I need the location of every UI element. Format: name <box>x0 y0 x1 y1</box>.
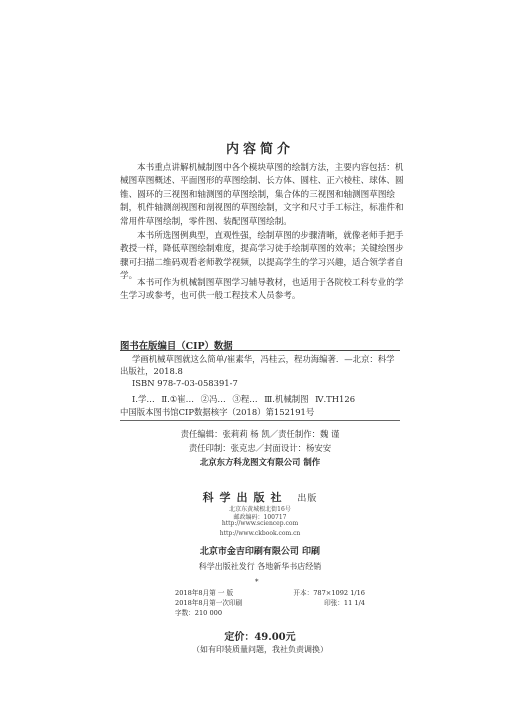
edition-cell: 2018年8月第一次印刷 <box>175 599 243 607</box>
cip-line: 学画机械草图就这么简单/崔素华，冯桂云，程功海编著．—北京：科学 <box>132 354 395 364</box>
publisher-address: 北京东黄城根北街16号 <box>229 506 291 513</box>
publisher-url: http://www.sciencep.com <box>221 520 299 527</box>
intro-title: 内容简介 <box>225 142 294 157</box>
publisher-website: http://www.ckbook.com.cn <box>219 530 301 537</box>
intro-paragraph: 本书重点讲解机械制图中各个模块草图的绘制方法，主要内容包括：机械图草图概述、平面图形的草图绘制、长方体、圆柱、正六棱柱、球体、圆锥、圆环的三视图和轴测图的草图绘制，集合体的三视图和轴测图草图绘制，机件轴测剖视图和剖视图的草图绘制，文字和尺寸手工标注，标准件和常用件草图绘制，零件图、装配图草图绘制。 <box>120 163 404 227</box>
edition-row <box>175 608 365 618</box>
intro-paragraph: 本书可作为机械制图草图学习辅导教材，也适用于各院校工科专业的学生学习或参考，也可供一般工程技术人员参考。 <box>120 278 404 302</box>
publisher-postcode: 邮政编码：100717 <box>233 514 287 521</box>
edition-row <box>175 588 365 598</box>
distributor-line: 科学出版社发行 各地新华书店经销 <box>198 562 322 571</box>
cip-divider <box>120 420 400 421</box>
editor-credit: 责任编辑：张莉莉 杨 凯／责任制作：魏 谨 <box>180 429 340 439</box>
edition-cell: 印张：11 1/4 <box>324 599 365 607</box>
cip-isbn: ISBN 978-7-03-058391-7 <box>132 378 238 388</box>
publisher-title: 科学出版社 <box>202 491 288 504</box>
print-credit: 责任印制：张克忠／封面设计：杨安安 <box>188 443 332 453</box>
edition-cell: 开本：787×1092 1/16 <box>293 589 365 597</box>
quality-notice: （如有印装质量问题，我社负责调换） <box>192 645 328 654</box>
production-credit: 北京东方科龙图文有限公司 制作 <box>199 457 321 467</box>
separator-mark: * <box>255 578 259 586</box>
edition-row <box>175 598 365 608</box>
publisher-name <box>0 489 520 505</box>
publisher-suffix: 出版 <box>297 494 318 504</box>
cip-heading: 图书在版编目（CIP）数据 <box>120 341 233 352</box>
edition-cell: 字数：210 000 <box>175 609 223 617</box>
cip-divider <box>120 350 400 351</box>
cip-record-number: 中国版本图书馆CIP数据核字（2018）第152191号 <box>120 407 315 417</box>
intro-paragraph: 本书所选图例典型，直观性强，绘制草图的步骤清晰，就像老师手把手教授一样，降低草图绘制难度，提高学习徒手绘制草图的效率；关键绘图步骤可扫描二维码观看老师教学视频，以提高学生的学习兴趣，适合领学者自学。 <box>120 231 404 282</box>
price: 定价：49.00元 <box>224 632 296 643</box>
cip-line: 出版社，2018.8 <box>120 366 183 376</box>
cip-classification: Ⅰ.学… Ⅱ.①崔… ②冯… ③程… Ⅲ.机械制图 Ⅳ.TH126 <box>132 394 356 404</box>
edition-info <box>175 588 365 618</box>
edition-cell: 2018年8月第 一 版 <box>175 589 234 597</box>
printer-line: 北京市金吉印刷有限公司 印刷 <box>199 547 321 557</box>
